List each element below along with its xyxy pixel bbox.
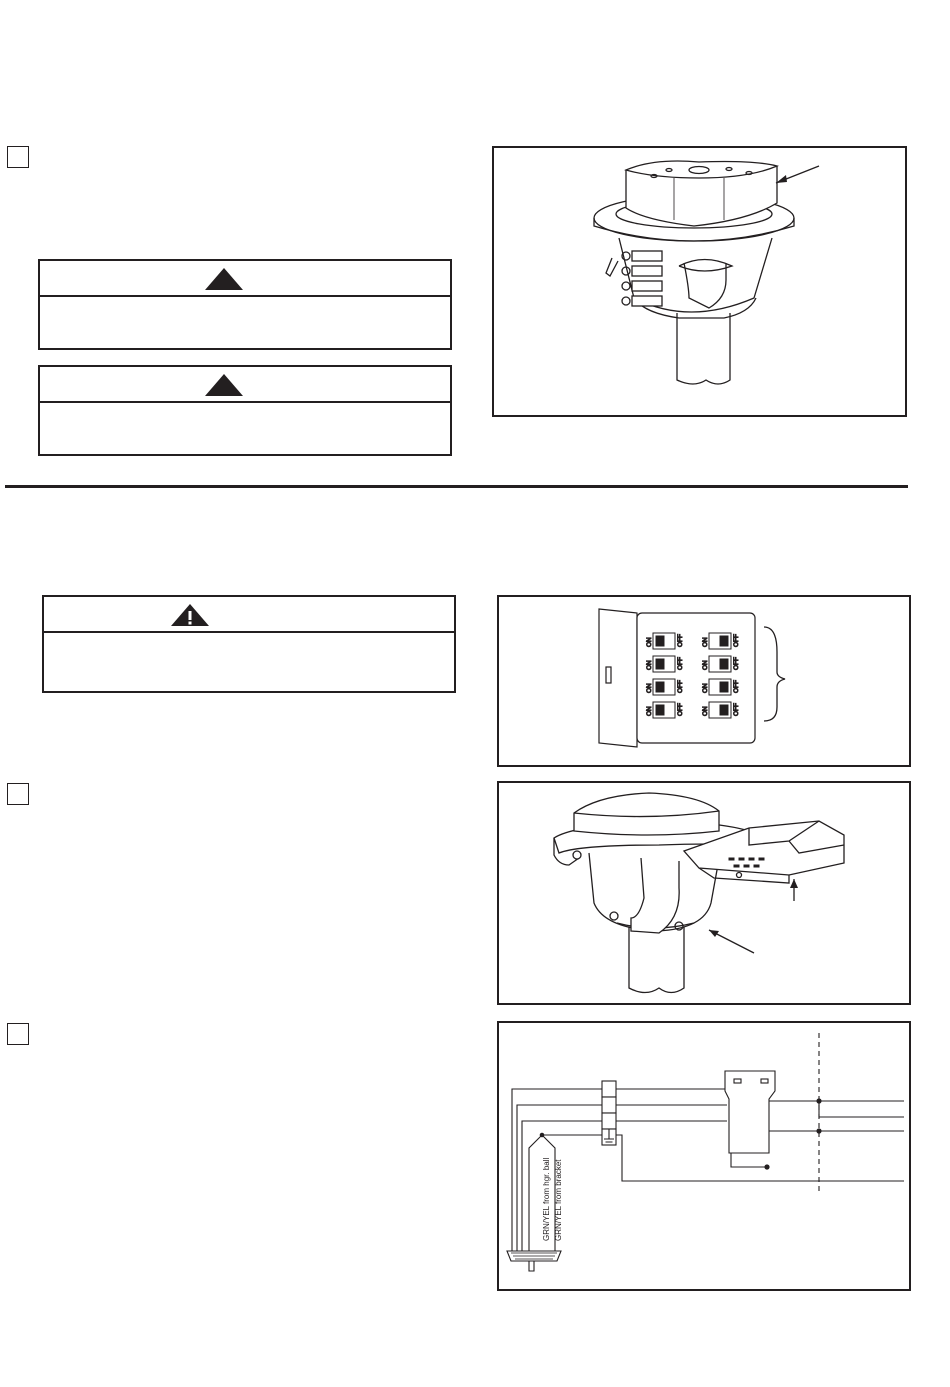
breaker-on-label: ON	[646, 683, 653, 693]
breaker-on-label: ON	[646, 706, 653, 716]
caution-box-2	[38, 365, 452, 456]
section-divider	[5, 485, 908, 488]
figure-canopy-open	[497, 781, 911, 1005]
warning-box-header	[44, 597, 454, 633]
caution-box-1-header	[40, 261, 450, 297]
canopy-cover-illustration	[494, 148, 907, 417]
breaker-on-label: ON	[646, 660, 653, 670]
step-number-box-2	[7, 783, 29, 805]
caution-triangle-icon	[204, 267, 244, 291]
caution-box-1	[38, 259, 452, 350]
breaker-off-label: OFF	[677, 703, 684, 716]
breaker-on-label: ON	[702, 706, 709, 716]
warning-box	[42, 595, 456, 693]
step-number-box-3	[7, 1023, 29, 1045]
breaker-on-label: ON	[702, 637, 709, 647]
breaker-off-label: OFF	[677, 634, 684, 647]
breaker-off-label: OFF	[733, 634, 740, 647]
wiring-diagram-svg	[499, 1023, 911, 1291]
figure-canopy-cover	[492, 146, 907, 417]
breaker-off-label: OFF	[733, 657, 740, 670]
figure-breaker-panel	[497, 595, 911, 767]
canopy-open-illustration	[499, 783, 911, 1005]
breaker-on-label: ON	[702, 683, 709, 693]
breaker-off-label: OFF	[677, 657, 684, 670]
caution-triangle-icon	[204, 373, 244, 397]
wire-label-hanger-ball: GRN/YEL from hgr. ball	[542, 1157, 551, 1241]
step-number-box-1	[7, 146, 29, 168]
breaker-off-label: OFF	[733, 680, 740, 693]
caution-box-2-header	[40, 367, 450, 403]
exclamation-warning-icon	[170, 603, 210, 627]
breaker-on-label: ON	[702, 660, 709, 670]
figure-wiring-diagram	[497, 1021, 911, 1291]
breaker-panel-illustration	[499, 597, 911, 767]
breaker-off-label: OFF	[677, 680, 684, 693]
breaker-on-label: ON	[646, 637, 653, 647]
wire-label-bracket: GRN/YEL from bracket	[554, 1159, 563, 1241]
breaker-off-label: OFF	[733, 703, 740, 716]
